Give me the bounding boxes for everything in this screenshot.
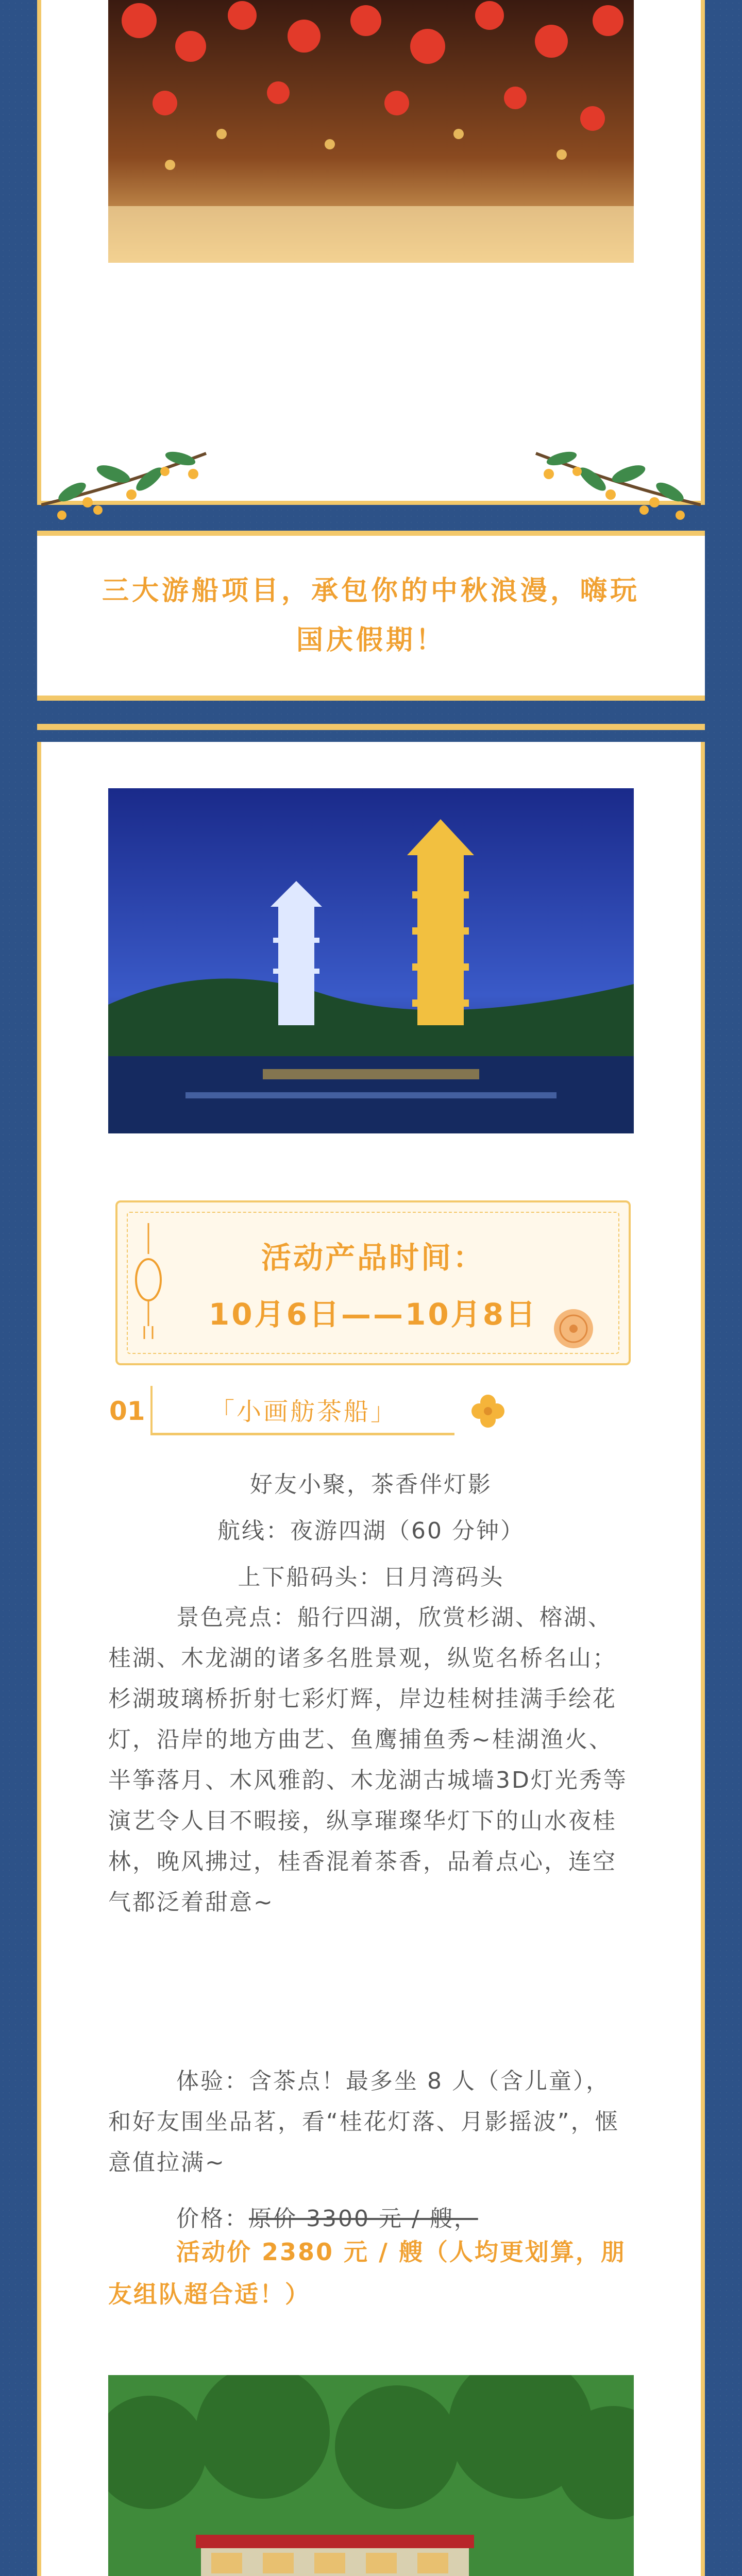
- sun-moon-pagodas-photo: [108, 788, 634, 1133]
- activity-price: 活动价 2380 元 / 艘（人均更划算，朋友组队超合适！）: [108, 2238, 626, 2308]
- product-name: 「小画舫茶船」: [150, 1386, 454, 1435]
- osmanthus-branch-icon: [41, 443, 211, 531]
- banner-headline: 三大游船项目，承包你的中秋浪漫，嗨玩国庆假期！: [102, 575, 640, 656]
- product-number: 01: [109, 1396, 145, 1426]
- product-experience: 体验：含茶点！最多坐 8 人（含儿童），和好友围坐品茗，看“桂花灯落、月影摇波”，惬意值拉满~: [108, 2068, 619, 2176]
- time-label: 活动产品时间：: [261, 1240, 485, 1275]
- product-dock: 上下船码头：日月湾码头: [238, 1564, 504, 1590]
- product-highlights: 景色亮点：船行四湖，欣赏杉湖、榕湖、桂湖、木龙湖的诸多名胜景观，纵览名桥名山；杉湖玻璃桥折射七彩灯辉，岸边桂树挂满手绘花灯，沿岸的地方曲艺、鱼鹰捕鱼秀~桂湖渔火、半筝落月、木风雅韵、木龙湖古城墙3D灯光秀等演艺令人目不暇接，纵享璀璨华灯下的山水夜桂林，晚风拂过，桂香混着茶香，品着点心，连空气都泛着甜意~: [108, 1604, 628, 1916]
- lantern-festival-photo: [108, 0, 634, 263]
- product-price: [108, 2200, 634, 2233]
- activity-time-box: [115, 1200, 631, 1365]
- osmanthus-branch-icon: [531, 443, 701, 531]
- original-price: 原价 3300 元 / 艘，: [249, 2206, 478, 2232]
- divider-bar: [37, 724, 705, 730]
- red-boat-photo: [108, 2375, 634, 2576]
- product-route: 航线：夜游四湖（60 分钟）: [217, 1518, 525, 1544]
- product-tagline: 好友小聚，茶香伴灯影: [250, 1471, 492, 1498]
- price-label: 价格：: [176, 2206, 249, 2232]
- time-range: 10月6日——10月8日: [208, 1297, 538, 1332]
- promo-banner: [37, 531, 705, 701]
- product-heading-1: [109, 1386, 573, 1437]
- osmanthus-flower-icon: [470, 1393, 506, 1429]
